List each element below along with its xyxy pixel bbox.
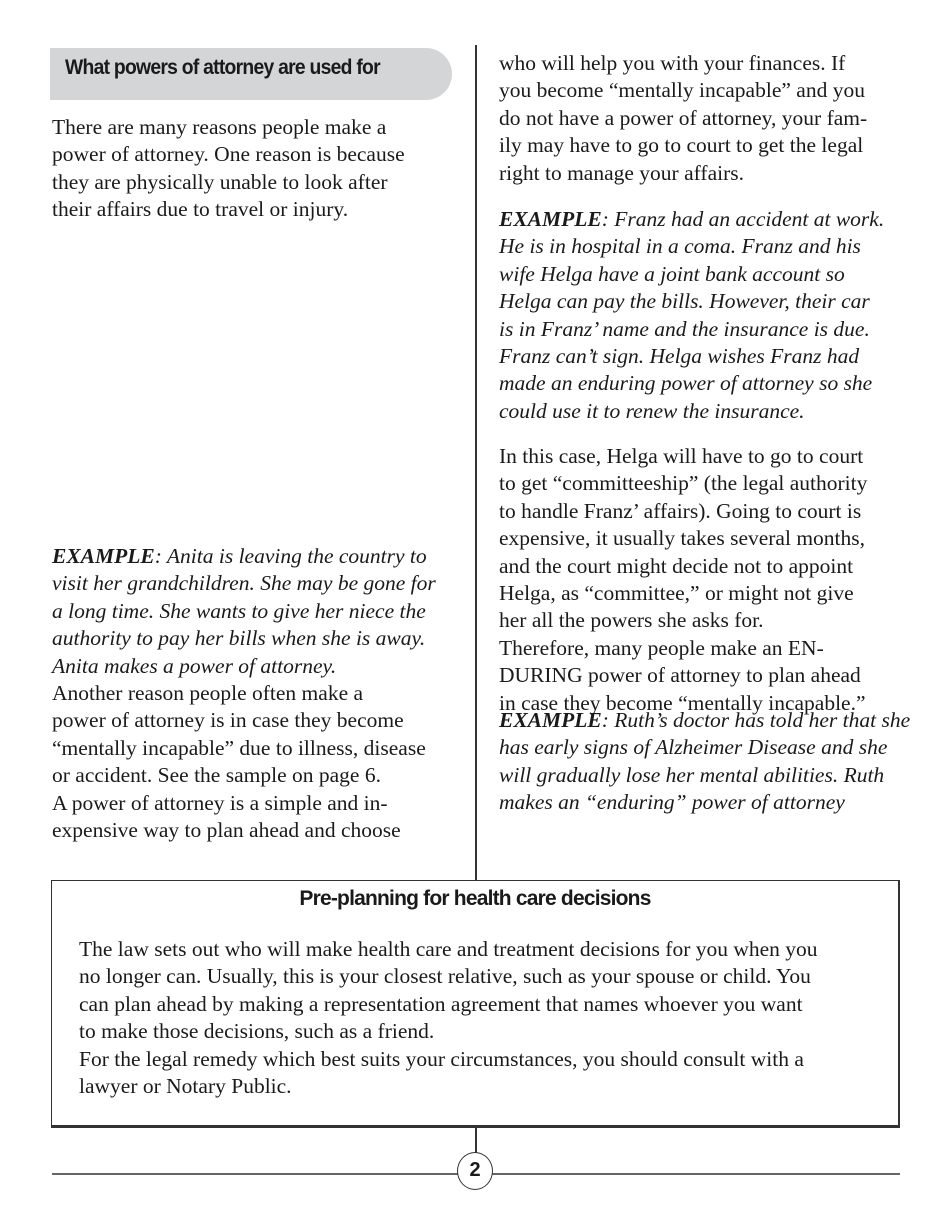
example-label: EXAMPLE bbox=[52, 544, 155, 568]
example-text: : Franz had an accident at work. He is in hospital in a coma. Franz and his wife Helga have a joint bank account so Helga can pay the bills. However, their car is in Franz’ name and the insurance is due. Franz can’t sign. Helga wishes Franz had made an enduring power of attorney so she could use it to renew the insurance. bbox=[499, 207, 885, 423]
health-care-callout-box bbox=[51, 880, 900, 1128]
example-anita bbox=[52, 543, 436, 680]
callout-title: Pre-planning for health care decisions bbox=[299, 887, 651, 910]
example-label: EXAMPLE bbox=[499, 207, 602, 231]
example-label: EXAMPLE bbox=[499, 708, 602, 732]
section-heading: What powers of attorney are used for bbox=[65, 56, 380, 79]
example-franz bbox=[499, 206, 884, 425]
example-text: : Anita is leaving the country to visit her grandchildren. She may be gone for a long time. She wants to give her niece the authority to pay her bills when she is away. Anita makes a power of attorney. bbox=[52, 544, 436, 678]
example-ruth bbox=[499, 707, 910, 817]
left-paragraph-2: Another reason people often make a power of attorney is in case they become “mentally incapable” due to illness, disease or accident. See the sample on page 6. A power of attorney is a simple and in- expensive way to plan ahead and choose bbox=[52, 681, 426, 843]
callout-body: The law sets out who will make health care and treatment decisions for you when you no longer can. Usually, this is your closest relative, such as your spouse or child. You can plan ahead by making a representation agreement that names whoever you want to make those decisions, such as a friend. For the legal remedy which best suits your circumstances, you should consult with a lawyer or Notary Public. bbox=[79, 937, 818, 1099]
page-number: 2 bbox=[457, 1152, 493, 1190]
section-heading-banner bbox=[50, 48, 452, 100]
right-continuation-paragraph: who will help you with your finances. If you become “mentally incapable” and you do not have a power of attorney, your fam- ily may have to go to court to get the legal right to manage your affairs. bbox=[499, 51, 868, 185]
right-paragraph: In this case, Helga will have to go to court to get “committeeship” (the legal authority to handle Franz’ affairs). Going to court is expensive, it usually takes several months, and the court might decide not to appoint Helga, as “committee,” or might not give her all the powers she asks for. Therefore, many people make an EN- DURING power of attorney to plan ahead in case they become “mentally incapable.” bbox=[499, 444, 868, 715]
left-intro-paragraph: There are many reasons people make a power of attorney. One reason is because they are physically unable to look after their affairs due to travel or injury. bbox=[52, 115, 405, 222]
example-text: : Ruth’s doctor has told her that she has early signs of Alzheimer Disease and she will gradually lose her mental abilities. Ruth makes an “enduring” power of attorney bbox=[499, 708, 911, 815]
column-divider bbox=[475, 45, 477, 880]
